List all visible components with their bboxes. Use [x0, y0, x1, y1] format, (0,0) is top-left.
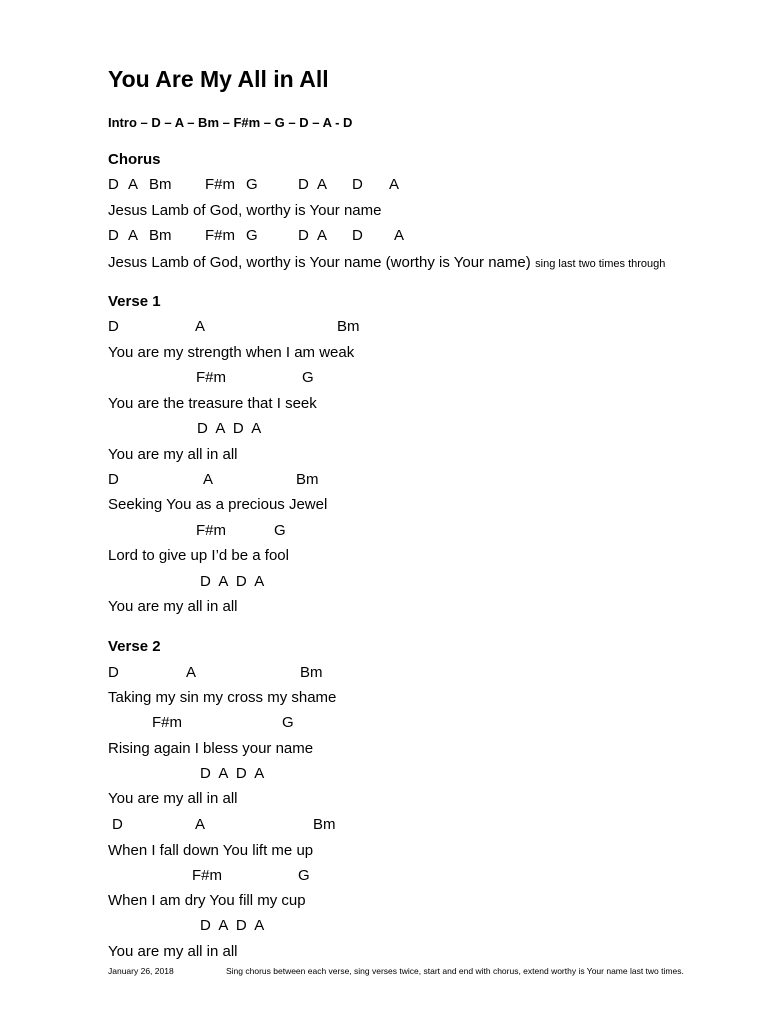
chord: D [112, 816, 123, 833]
chord: G [246, 176, 258, 193]
intro-line: Intro – D – A – Bm – F#m – G – D – A - D [108, 115, 353, 130]
verse1-lyric-2: You are the treasure that I seek [108, 395, 317, 412]
chord: D [298, 227, 309, 244]
chord: Bm [149, 176, 172, 193]
verse1-heading: Verse 1 [108, 293, 161, 310]
verse2-lyric-6: You are my all in all [108, 943, 238, 960]
verse2-lyric-4: When I fall down You lift me up [108, 842, 314, 859]
chord: A [195, 816, 206, 833]
verse2-heading: Verse 2 [108, 638, 161, 655]
verse1-lyric-3: You are my all in all [108, 446, 238, 463]
verse1-chord-line-3: D A D A [197, 420, 262, 437]
chord: D [352, 176, 363, 193]
verse2-chord-line-5 [0, 867, 768, 887]
verse2-lyric-3: You are my all in all [108, 790, 238, 807]
song-title: You Are My All in All [108, 66, 329, 92]
chorus-heading: Chorus [108, 151, 161, 168]
chord: Bm [296, 471, 319, 488]
verse1-lyric-4: Seeking You as a precious Jewel [108, 496, 328, 513]
footer-instructions: Sing chorus between each verse, sing verses twice, start and end with chorus, extend worthy is Your name last two times. [226, 966, 684, 976]
chord: D [352, 227, 363, 244]
chord: Bm [313, 816, 336, 833]
chord: G [302, 369, 314, 386]
footer-date: January 26, 2018 [108, 966, 174, 976]
chorus-note: sing last two times through [535, 258, 666, 270]
verse1-chord-line-5 [0, 522, 768, 542]
chord: D [108, 176, 119, 193]
chord: A [195, 318, 206, 335]
chord: F#m [152, 714, 182, 731]
verse2-lyric-2: Rising again I bless your name [108, 740, 314, 757]
chord: D [298, 176, 309, 193]
verse1-chord-line-4 [0, 471, 768, 491]
verse2-chord-line-4 [0, 816, 768, 836]
verse1-lyric-6: You are my all in all [108, 598, 238, 615]
chord: D [108, 664, 119, 681]
chord: F#m [196, 369, 226, 386]
chord: D [108, 318, 119, 335]
verse1-chord-line-1 [0, 318, 768, 338]
chorus-chord-line-1 [0, 176, 768, 196]
chord: Bm [149, 227, 172, 244]
chord: F#m [205, 227, 235, 244]
chorus-lyric-2-line [108, 254, 665, 272]
chorus-lyric-2: Jesus Lamb of God, worthy is Your name (worthy is Your name) [108, 254, 531, 271]
verse2-lyric-5: When I am dry You fill my cup [108, 892, 306, 909]
chord: D [108, 471, 119, 488]
chord: F#m [205, 176, 235, 193]
verse1-lyric-5: Lord to give up I’d be a fool [108, 547, 289, 564]
chord: G [274, 522, 286, 539]
verse1-chord-line-6: D A D A [200, 573, 265, 590]
chord: F#m [196, 522, 226, 539]
chord: G [298, 867, 310, 884]
chord: A [186, 664, 197, 681]
chord: A [317, 176, 328, 193]
chord: Bm [337, 318, 360, 335]
verse1-lyric-1: You are my strength when I am weak [108, 344, 355, 361]
chord: A [389, 176, 400, 193]
chord: A [394, 227, 405, 244]
verse2-chord-line-2 [0, 714, 768, 734]
verse2-chord-line-3: D A D A [200, 765, 265, 782]
chorus-lyric-1: Jesus Lamb of God, worthy is Your name [108, 202, 382, 219]
verse1-chord-line-2 [0, 369, 768, 389]
chord: F#m [192, 867, 222, 884]
chord: A [203, 471, 214, 488]
chord: Bm [300, 664, 323, 681]
chord: G [246, 227, 258, 244]
verse2-chord-line-1 [0, 664, 768, 684]
chord: D [108, 227, 119, 244]
chord: G [282, 714, 294, 731]
chord: A [128, 227, 139, 244]
chord: A [317, 227, 328, 244]
chord: A [128, 176, 139, 193]
verse2-chord-line-6: D A D A [200, 917, 265, 934]
verse2-lyric-1: Taking my sin my cross my shame [108, 689, 337, 706]
chorus-chord-line-2 [0, 227, 768, 247]
